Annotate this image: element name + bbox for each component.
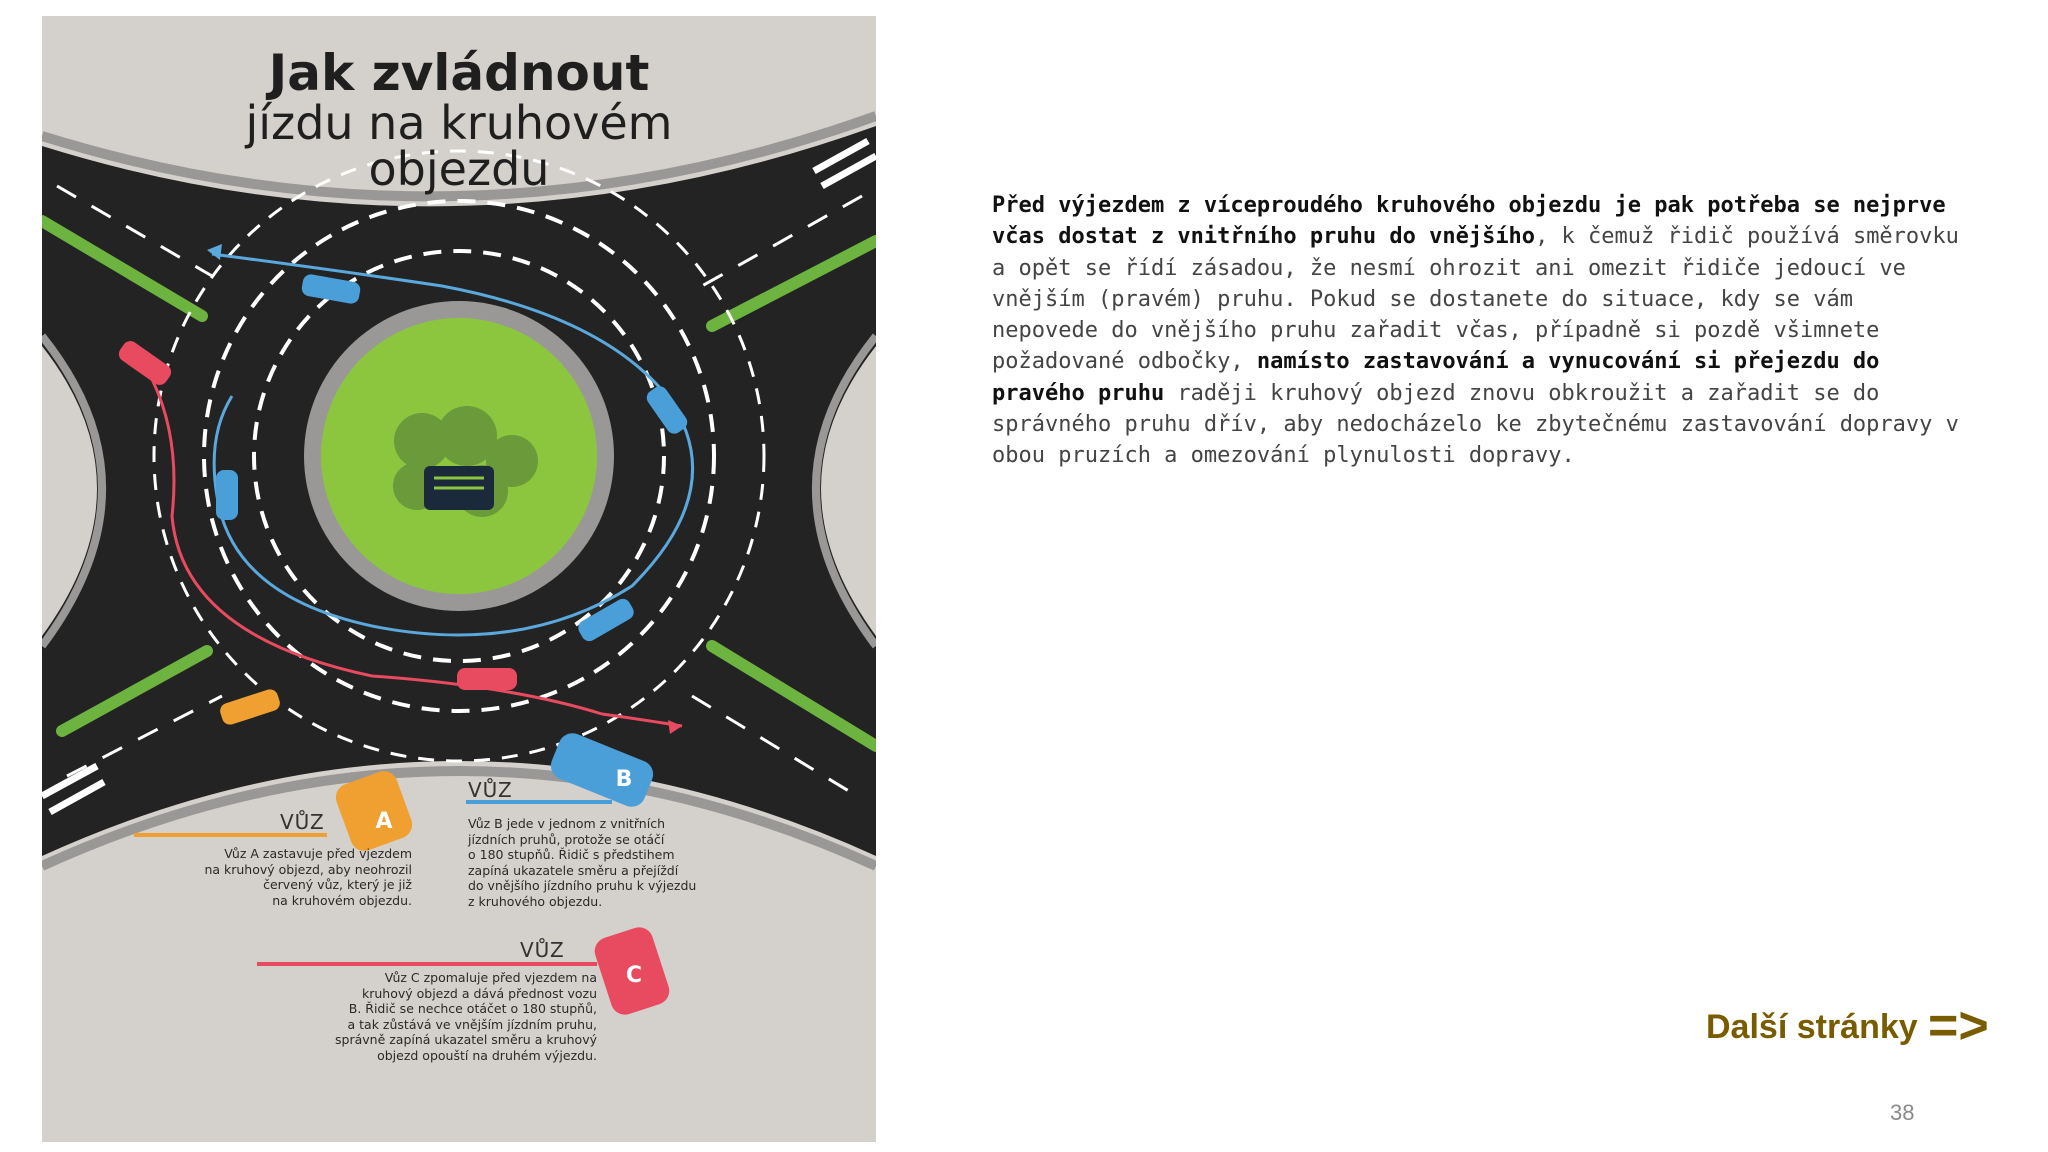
car-c-desc-line: B. Řidič se nechce otáčet o 180 stupňů,: [348, 1001, 597, 1016]
car-b-label: VŮZ: [468, 778, 513, 802]
car-c-desc-line: správně zapíná ukazatel směru a kruhový: [335, 1032, 597, 1047]
poster-title-line3: objezdu: [368, 142, 550, 196]
bold-phrase-1: Před výjezdem z víceproudého kruhového objezdu je pak potřeba se nejprve včas dostat z vnitřního pruhu do vnějšího: [992, 193, 1946, 250]
next-pages-link[interactable]: Další stránky: [1706, 1008, 1918, 1046]
svg-text:C: C: [625, 963, 643, 988]
car-b-desc-line: Vůz B jede v jednom z vnitřních: [468, 816, 665, 831]
text-segment-2: raději kruhový objezd znovu obkroužit a zařadit se do správného pruhu dřív, aby nedocházelo ke zbytečnému zastavování dopravy v obou pruzích a omezování plynulosti dopravy.: [992, 380, 1959, 469]
car-a-desc-line: na kruhovém objezdu.: [272, 892, 412, 908]
svg-text:B: B: [615, 767, 633, 792]
car-a-desc-line: na kruhový objezd, aby neohrozil: [204, 861, 412, 877]
car-c-label: VŮZ: [520, 938, 565, 962]
car-a-desc-line: Vůz A zastavuje před vjezdem: [224, 846, 412, 861]
roundabout-infographic: [42, 16, 876, 1142]
car-b-desc-line: zapíná ukazatele směru a přejíždí: [468, 862, 679, 878]
car-c-desc-line: objezd opouští na druhém výjezdu.: [377, 1047, 597, 1063]
car-b-desc-line: do vnějšího jízdního pruhu k výjezdu: [468, 878, 697, 893]
poster-title-line2: jízdu na kruhovém: [245, 96, 673, 150]
page-number: 38: [1890, 1100, 1915, 1125]
car-b-description: [468, 816, 768, 909]
text-segment-1: , k čemuž řidič používá směrovku a opět se řídí zásadou, že nesmí ohrozit ani omezit řidiče jedoucí ve vnějším (pravém) pruhu. Pokud se dostanete do situace, kdy se vám nepovede do vnějšího pruhu zařadit včas, případně si pozdě všimnete požadované odbočky,: [992, 224, 1959, 375]
car-c-desc-line: a tak zůstává ve vnějším jízdním pruhu,: [347, 1016, 597, 1032]
car-b-desc-line: jízdních pruhů, protože se otáčí: [468, 831, 665, 847]
car-a-desc-line: červený vůz, který je již: [263, 877, 412, 892]
car-a-description: [122, 846, 412, 908]
body-paragraph: [992, 190, 1962, 472]
car-b-desc-line: o 180 stupňů. Řidič s předstihem: [468, 847, 675, 862]
bold-phrase-2: namísto zastavování a vynucování si přejezdu do pravého pruhu: [992, 349, 1880, 406]
car-c-desc-line: kruhový objezd a dává přednost vozu: [361, 985, 597, 1001]
next-arrow-icon[interactable]: =>: [1928, 997, 1989, 1055]
svg-text:A: A: [375, 809, 393, 834]
car-b-desc-line: z kruhového objezdu.: [468, 893, 603, 909]
car-c-desc-line: Vůz C zpomaluje před vjezdem na: [384, 970, 597, 985]
poster-title-line1: Jak zvládnout: [268, 44, 650, 102]
car-a-label: VŮZ: [280, 810, 325, 834]
car-c-description: [217, 970, 597, 1063]
